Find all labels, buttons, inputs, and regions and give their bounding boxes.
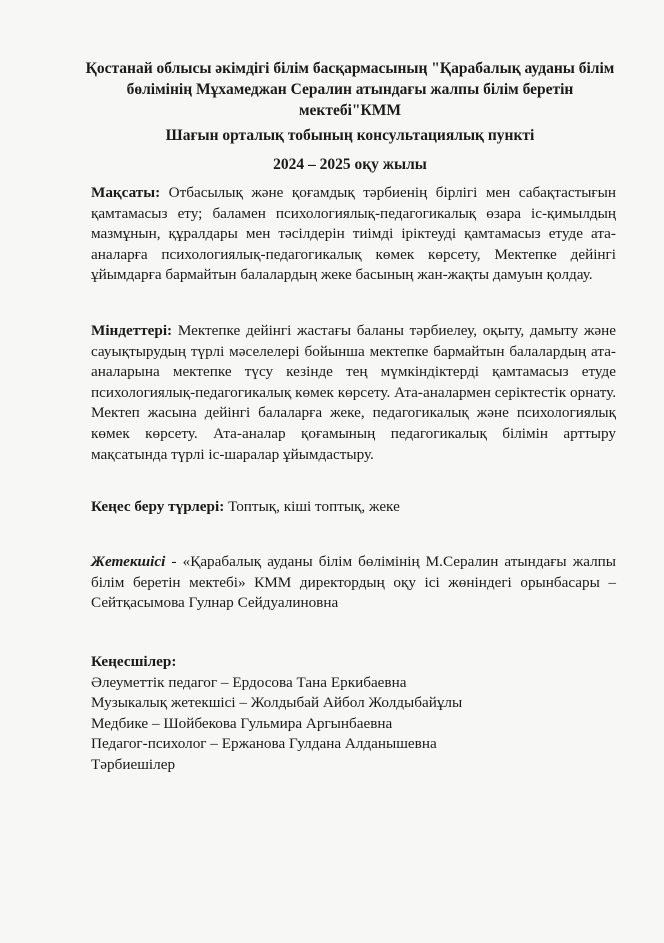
consultant-item: Әлеуметтік педагог – Ердосова Тана Еркибаевна xyxy=(91,673,407,691)
leader-paragraph xyxy=(91,552,616,614)
tasks-text: Мектепке дейінгі жастағы баланы тәрбиелеу, оқыту, дамыту және сауықтырудың түрлі мәселелері бойынша мектепке бармайтын балалардың ата-аналарына мектепке түсу кезінде тең мүмкіндіктерді қамтамасыз етуде психологиялық-педагогикалық көмек көрсету. Ата-аналармен серіктестік орнату. Мектеп жасына дейінгі балаларға жеке, педагогикалық және психологиялық көмек көрсету. Ата-аналар қоғамының педагогикалық білімін арттыру мақсатында түрлі іс-шаралар ұйымдастыру. xyxy=(91,322,616,463)
consult-types-label: Кеңес беру түрлері: xyxy=(91,498,225,515)
consult-types-text: Топтық, кіші топтық, жеке xyxy=(224,498,400,515)
consultants-label: Кеңесшілер: xyxy=(91,653,177,670)
academic-year: 2024 – 2025 оқу жылы xyxy=(273,156,427,173)
section-title: Шағын орталық тобының консультациялық пункті xyxy=(165,127,535,144)
consultant-item: Медбике – Шойбекова Гульмира Аргынбаевна xyxy=(91,714,393,732)
goal-label: Мақсаты: xyxy=(91,184,161,201)
consultant-item: Музыкалық жетекшісі – Жолдыбай Айбол Жолдыбайұлы xyxy=(91,694,463,712)
consult-types-paragraph xyxy=(91,497,616,518)
tasks-label: Міндеттері: xyxy=(91,322,173,339)
leader-text: - «Қарабалық ауданы білім бөлімінің М.Сералин атындағы жалпы білім беретін мектебі» КММ директордың оқу ісі жөніндегі орынбасары – Сейтқасымова Гулнар Сейдуалиновна xyxy=(91,553,616,612)
consultant-item: Педагог-психолог – Ержанова Гулдана Алданышевна xyxy=(91,735,437,753)
tasks-paragraph xyxy=(91,321,616,465)
leader-label: Жетекшісі xyxy=(91,553,166,570)
consultant-item: Тәрбиешілер xyxy=(91,755,176,773)
consultants-list xyxy=(91,652,616,776)
organization-title: Қостанай облысы әкімдігі білім басқармасының "Қарабалық ауданы білім бөлімінің Мұхамеджан Сералин атындағы жалпы білім беретін мектебі"КММ xyxy=(85,60,615,119)
goal-paragraph xyxy=(91,183,616,286)
goal-text: Отбасылық және қоғамдық тәрбиенің бірлігі мен сабақтастығын қамтамасыз ету; баламен психологиялық-педагогикалық өзара іс-қимылдың мазмұнын, құралдары мен тәсілдерін тиімді іріктеуді қамтамасыз етуде ата-аналарға психологиялық-педагогикалық көмек көрсету, Мектепке дейінгі ұйымдарға бармайтын балалардың жеке басының жан-жақты дамуын қолдау. xyxy=(91,184,616,284)
